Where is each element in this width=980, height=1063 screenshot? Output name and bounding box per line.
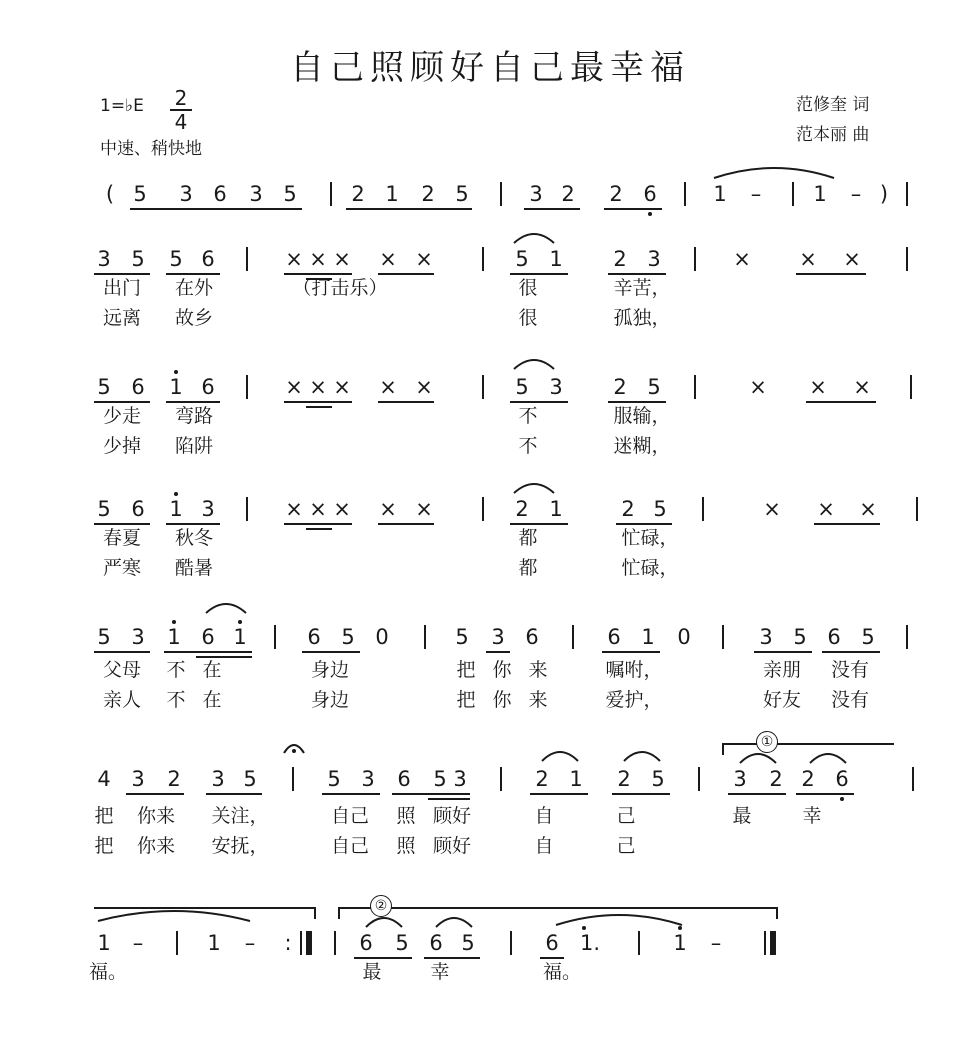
lyric: 迷糊， [613,435,671,457]
note: – [710,931,722,955]
note: ( [105,182,115,206]
lyric: 安抚， [211,835,269,857]
lyric: 都 [518,527,538,549]
percussion: × [843,247,861,271]
lyric: 少走 [102,405,142,427]
note: 6 [201,625,215,649]
note: 5 [97,375,111,399]
lyric: 弯路 [174,405,214,427]
lyric: 不 [518,435,538,457]
lyric: 身边 [310,689,350,711]
note: 1 [169,497,183,521]
note: 3 [131,625,145,649]
score-row-2 [0,375,980,457]
lyric: 嘱咐， [605,659,663,681]
lyric: 很 [518,277,538,299]
percussion: × [309,247,327,271]
lyric: 不 [166,689,186,711]
note: 1 [549,497,563,521]
lyric: 忙碌， [621,557,679,579]
note: 3 [647,247,661,271]
lyric: 把 [94,805,114,827]
lyric: 酷暑 [174,557,214,579]
lyric: 春夏 [102,527,142,549]
volta-marker: ① [756,731,778,753]
lyric: 在 [202,689,222,711]
percussion: × [763,497,781,521]
lyric: 秋冬 [174,527,214,549]
score-row-4 [0,625,980,711]
note: 2 [351,182,365,206]
tie-arc [554,907,684,927]
lyric: 故乡 [174,307,214,329]
lyric: 不 [166,659,186,681]
time-signature [170,88,192,132]
note: 2 [617,767,631,791]
key-signature: 1=♭E [100,96,144,116]
lyric: 远离 [102,307,142,329]
note: 3 [549,375,563,399]
note: 3 [97,247,111,271]
percussion: × [333,375,351,399]
note: 3 [249,182,263,206]
note: 6 [607,625,621,649]
note: 5 [647,375,661,399]
lyric: 幸 [430,961,450,983]
note: 3 [361,767,375,791]
note: 2 [801,767,815,791]
lyric: 爱护， [605,689,663,711]
note: 1. [579,931,601,955]
note: 5 [131,247,145,271]
note: 5 [433,767,447,791]
note: 6 [201,247,215,271]
percussion: × [285,375,303,399]
note: 3 [759,625,773,649]
lyric: 最 [732,805,752,827]
note: 6 [397,767,411,791]
note: – [750,182,762,206]
percussion: × [309,497,327,521]
time-sig-top: 2 [174,86,188,110]
slur-arc [434,913,474,929]
percussion: × [415,497,433,521]
note: 5 [653,497,667,521]
slur-arc [512,229,556,245]
note: 1 [167,625,181,649]
note: 6 [827,625,841,649]
volta-marker: ② [370,895,392,917]
percussion: × [859,497,877,521]
note: 2 [769,767,783,791]
lyric: 好友 [762,689,802,711]
note: 1 [97,931,111,955]
note: 6 [525,625,539,649]
note: 1 [233,625,247,649]
note: 3 [733,767,747,791]
percussion: × [379,247,397,271]
note: 1 [713,182,727,206]
percussion: × [733,247,751,271]
lyric: 亲人 [102,689,142,711]
lyric: 己 [616,805,636,827]
note: 6 [131,375,145,399]
slur-arc [204,599,248,615]
note: 6 [359,931,373,955]
lyric: 在 [202,659,222,681]
note: 3 [491,625,505,649]
lyric: 把 [456,689,476,711]
percussion: × [749,375,767,399]
note: 1 [549,247,563,271]
percussion: × [285,247,303,271]
percussion: × [285,497,303,521]
repeat-colon: : [284,931,292,955]
song-title: 自己照顾好自己最幸福 [290,48,690,88]
lyric: 你来 [136,805,176,827]
lyric: 你来 [136,835,176,857]
note: 5 [169,247,183,271]
lyric: 己 [616,835,636,857]
note: 3 [453,767,467,791]
tie-arc [712,160,836,180]
tie-arc [96,903,252,923]
note: 5 [283,182,297,206]
slur-arc [738,749,778,765]
note: 2 [621,497,635,521]
lyric: 自己 [330,835,370,857]
slur-arc [512,355,556,371]
note: 4 [97,767,111,791]
note: 0 [375,625,389,649]
note: 6 [643,182,657,206]
slur-arc [622,747,662,763]
lyric: 你 [492,689,512,711]
slur-arc [364,913,404,929]
note: 1 [169,375,183,399]
lyric: 照 [396,835,416,857]
lyric: 最 [362,961,382,983]
note: 2 [613,247,627,271]
lyric: 没有 [830,659,870,681]
lyric: 少掉 [102,435,142,457]
lyric: 把 [456,659,476,681]
note: 0 [677,625,691,649]
lyric: 没有 [830,689,870,711]
note: 3 [201,497,215,521]
note: 5 [461,931,475,955]
lyric: 来 [528,659,548,681]
note: 3 [529,182,543,206]
note: 1 [673,931,687,955]
score-row-6 [0,898,980,983]
lyric: 自 [534,835,554,857]
note: 5 [455,625,469,649]
lyric: 辛苦， [613,277,671,299]
lyric: 自 [534,805,554,827]
percussion: × [799,247,817,271]
note: 5 [243,767,257,791]
note: – [244,931,256,955]
tempo-marking: 中速、稍快地 [100,139,202,159]
percussion: × [379,375,397,399]
lyric: 孤独， [613,307,671,329]
slur-arc [540,747,580,763]
note: 2 [421,182,435,206]
lyric: 顾好 [432,835,472,857]
slur-arc [512,479,556,495]
note: 2 [515,497,529,521]
lyric: 很 [518,307,538,329]
lyric: 福。 [542,961,582,983]
note: 3 [179,182,193,206]
note: 6 [131,497,145,521]
note: 5 [515,375,529,399]
lyric: 照 [396,805,416,827]
percussion: × [309,375,327,399]
percussion: × [415,375,433,399]
note: 2 [561,182,575,206]
note: 6 [307,625,321,649]
percussion: × [809,375,827,399]
lyric: 亲朋 [762,659,802,681]
note: 6 [213,182,227,206]
percussion: × [415,247,433,271]
note: 5 [341,625,355,649]
note: 5 [327,767,341,791]
lyric: 关注， [211,805,269,827]
lyric: （打击乐） [292,277,388,299]
note: 6 [835,767,849,791]
lyric: 福。 [88,961,128,983]
score-row-intro [0,182,980,218]
note: 5 [133,182,147,206]
note: 6 [429,931,443,955]
percussion: × [817,497,835,521]
note: 1 [207,931,221,955]
lyric: 在外 [174,277,214,299]
note: 2 [609,182,623,206]
note: 1 [641,625,655,649]
note: ) [879,182,889,206]
composer-credit: 范本丽 曲 [796,125,870,145]
percussion: × [333,497,351,521]
percussion: × [853,375,871,399]
score-row-5 [0,734,980,857]
lyric: 严寒 [102,557,142,579]
note: 5 [861,625,875,649]
note: 2 [613,375,627,399]
time-sig-bottom: 4 [174,110,188,134]
note: 1 [813,182,827,206]
lyric: 自己 [330,805,370,827]
lyric: 来 [528,689,548,711]
note: 1 [385,182,399,206]
note: 3 [211,767,225,791]
fermata-icon [282,739,306,757]
percussion: × [333,247,351,271]
lyric: 忙碌， [621,527,679,549]
note: 2 [535,767,549,791]
lyric: 你 [492,659,512,681]
note: 5 [97,625,111,649]
lyric: 父母 [102,659,142,681]
lyric: 都 [518,557,538,579]
note: 2 [167,767,181,791]
slur-arc [808,749,848,765]
lyric: 陷阱 [174,435,214,457]
lyric: 身边 [310,659,350,681]
lyricist-credit: 范修奎 词 [796,95,870,115]
lyric: 幸 [802,805,822,827]
note: – [132,931,144,955]
note: – [850,182,862,206]
lyric: 出门 [102,277,142,299]
note: 6 [201,375,215,399]
note: 5 [793,625,807,649]
lyric: 服输， [613,405,671,427]
note: 5 [395,931,409,955]
score-row-3 [0,497,980,579]
note: 5 [97,497,111,521]
lyric: 把 [94,835,114,857]
percussion: × [379,497,397,521]
score-row-1 [0,247,980,329]
note: 3 [131,767,145,791]
note: 6 [545,931,559,955]
note: 5 [455,182,469,206]
note: 5 [651,767,665,791]
note: 1 [569,767,583,791]
lyric: 不 [518,405,538,427]
lyric: 顾好 [432,805,472,827]
note: 5 [515,247,529,271]
